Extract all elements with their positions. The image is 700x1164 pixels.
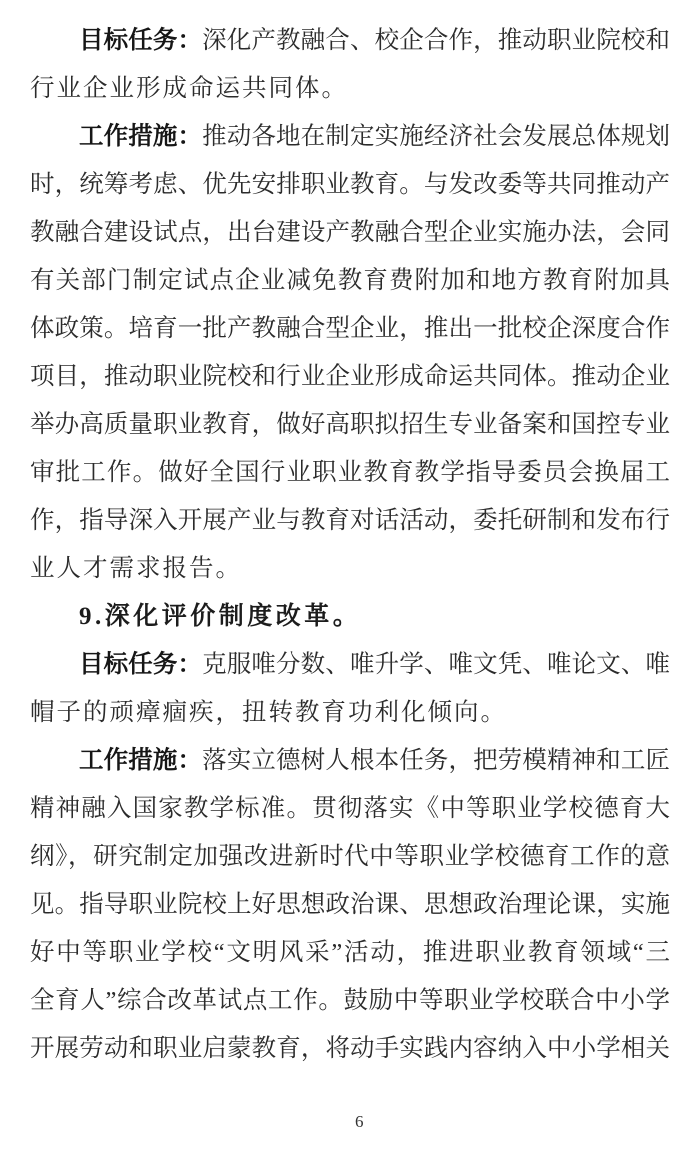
text-line: 举办高质量职业教育，做好高职拟招生专业备案和国控专业: [30, 411, 670, 438]
text-line: 教融合建设试点，出台建设产教融合型企业实施办法，会同: [30, 219, 670, 246]
text-line: 见。指导职业院校上好思想政治课、思想政治理论课，实施: [30, 891, 670, 918]
text-line: 开展劳动和职业启蒙教育，将动手实践内容纳入中小学相关: [30, 1035, 670, 1062]
text-line: 目标任务：深化产教融合、校企合作，推动职业院校和: [79, 27, 671, 54]
text-line: 纲》，研究制定加强改进新时代中等职业学校德育工作的意: [30, 843, 670, 870]
text-line: 作，指导深入开展产业与教育对话活动，委托研制和发布行: [30, 507, 670, 534]
document-lines: [30, 17, 670, 1073]
paragraph-label: 工作措施：: [79, 123, 203, 150]
text-line: 好中等职业学校“文明风采”活动，推进职业教育领域“三: [30, 939, 670, 966]
text-line: 体政策。培育一批产教融合型企业，推出一批校企深度合作: [30, 315, 670, 342]
section-heading: 9.深化评价制度改革。: [79, 603, 362, 630]
page-number: 6: [355, 1112, 364, 1131]
text-line: 全育人”综合改革试点工作。鼓励中等职业学校联合中小学: [30, 987, 670, 1014]
text-line: 时，统筹考虑、优先安排职业教育。与发改委等共同推动产: [30, 171, 670, 198]
text-line: 精神融入国家教学标准。贯彻落实《中等职业学校德育大: [30, 795, 670, 822]
text-line: 工作措施：推动各地在制定实施经济社会发展总体规划: [79, 123, 671, 150]
paragraph-label: 目标任务：: [79, 651, 203, 678]
paragraph-label: 目标任务：: [79, 27, 203, 54]
text-line: 有关部门制定试点企业减免教育费附加和地方教育附加具: [30, 267, 670, 294]
text-line: 帽子的顽瘴痼疾，扭转教育功利化倾向。: [30, 699, 507, 726]
paragraph-label: 工作措施：: [79, 747, 203, 774]
text-line: 工作措施：落实立德树人根本任务，把劳模精神和工匠: [79, 747, 671, 774]
text-line: 业人才需求报告。: [30, 555, 242, 582]
text-line: 行业企业形成命运共同体。: [30, 75, 348, 102]
text-line: 目标任务：克服唯分数、唯升学、唯文凭、唯论文、唯: [79, 651, 671, 678]
text-line: 项目，推动职业院校和行业企业形成命运共同体。推动企业: [30, 363, 670, 390]
text-line: 审批工作。做好全国行业职业教育教学指导委员会换届工: [30, 459, 670, 486]
